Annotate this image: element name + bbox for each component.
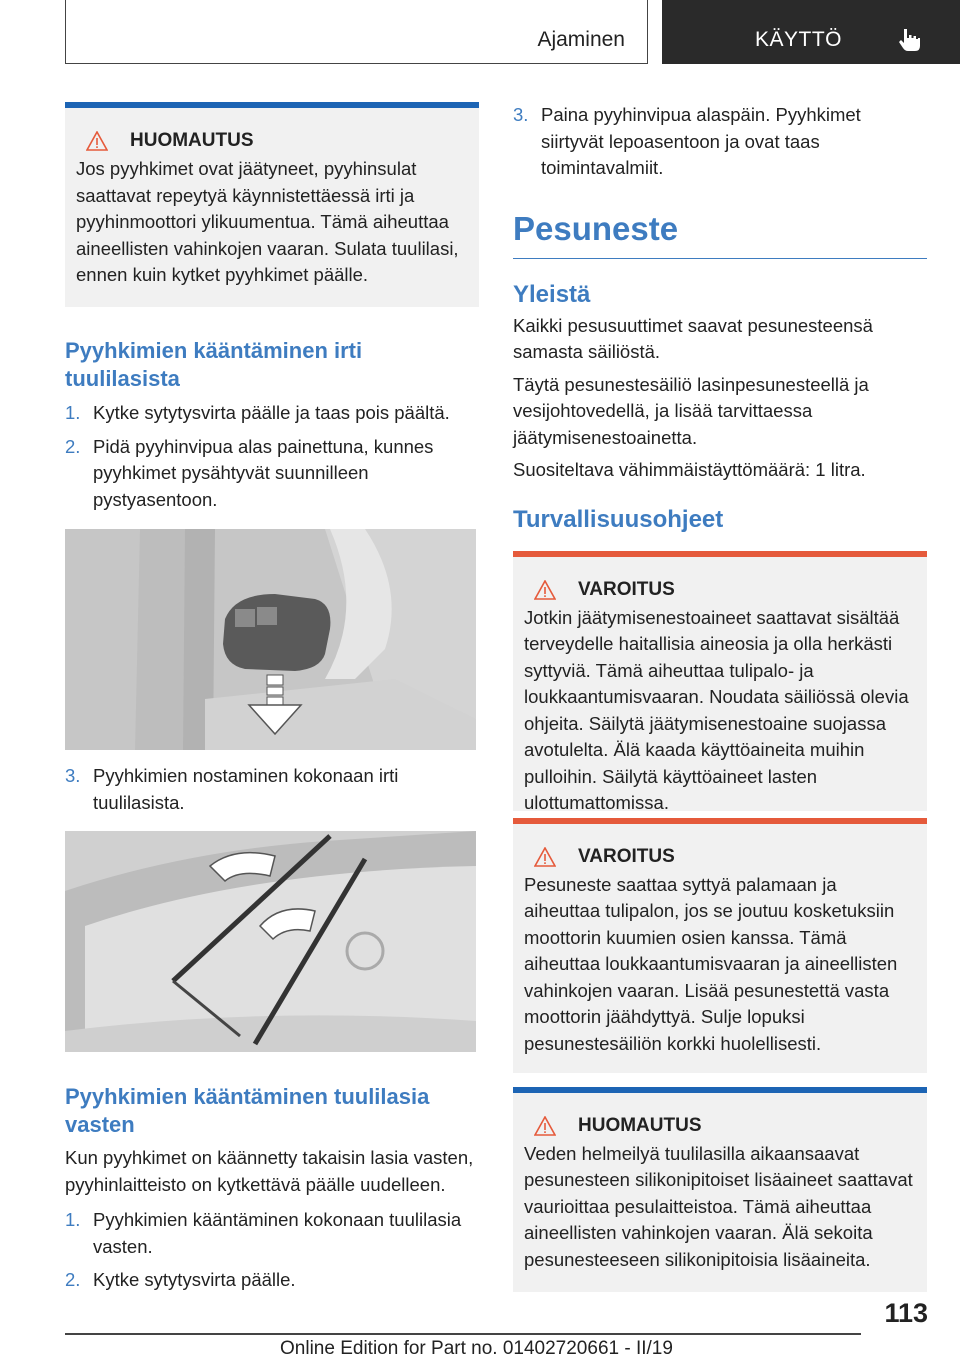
notice-box: [65, 102, 479, 307]
section-title: Pesuneste: [513, 209, 679, 247]
step-number: 3.: [65, 765, 81, 786]
warning-title: VAROITUS: [578, 578, 675, 600]
step-list: [65, 1207, 479, 1294]
step-item: [65, 763, 479, 816]
warning-box: [513, 551, 927, 811]
right-column: [513, 102, 927, 1292]
step-item: [65, 400, 479, 427]
paragraph: Kun pyyhkimet on käännetty takaisin lasia vasten, pyyhinlaitteisto on kytkettävä päälle uudelleen.: [65, 1147, 474, 1195]
step-list: [65, 400, 479, 513]
warning-box: [513, 818, 927, 1073]
subsection-heading-general: Yleistä: [513, 280, 591, 308]
step-text: Pyyhkimien nostaminen kokonaan irti tuulilasista.: [93, 765, 399, 813]
wiper-lift-illustration: [65, 831, 476, 1052]
step-text: Pidä pyyhinvipua alas painettuna, kunnes pyyhkimet pysähtyvät suunnilleen pystyasentoon.: [93, 435, 434, 510]
step-text: Paina pyyhinvipua alaspäin. Pyyhkimet siirtyvät lepoasentoon ja ovat taas toimintavalmiit.: [541, 104, 861, 178]
subsection-heading-safety: Turvallisuusohjeet: [513, 505, 724, 533]
notice-text: Jos pyyhkimet ovat jäätyneet, pyyhinsulat saattavat repeytyä käynnistettäessä irti ja pyyhinmoottori ylikuumentua. Tämä aiheuttaa aineellisten vahinkojen vaaran. Sulata tuulilasi, ennen kuin kytket pyyhkimet päälle.: [76, 158, 459, 285]
header-section-box: [65, 0, 648, 64]
notice-text: Veden helmeilyä tuulilasilla aikaansaavat pesunesteen silikonipitoiset lisäaineet saattavat vaurioittaa pesulaitteistoa. Tämä aiheuttaa aineellisten vahinkojen vaaran. Älä sekoita pesunesteeseen silikonipitoisia lisäaineita.: [524, 1142, 913, 1270]
step-text: Kytke sytytysvirta päälle ja taas pois päältä.: [93, 402, 450, 423]
step-text: Kytke sytytysvirta päälle.: [93, 1269, 296, 1290]
step-number: 2.: [65, 435, 81, 457]
header-chapter-tab: [662, 0, 960, 64]
header-section-label: Ajaminen: [537, 28, 625, 51]
step-text: Pyyhkimien kääntäminen kokonaan tuulilasia vasten.: [93, 1209, 462, 1257]
step-list: [513, 102, 927, 182]
page-number: 113: [884, 1298, 928, 1328]
step-item: [65, 1267, 479, 1294]
warning-triangle-icon: [534, 847, 556, 867]
wiper-lever-figure: [65, 529, 476, 750]
step-item: [513, 102, 927, 182]
warning-triangle-icon: [534, 580, 556, 600]
step-list: [65, 763, 479, 816]
header-chapter-label: KÄYTTÖ: [755, 28, 843, 51]
section-rule: [513, 258, 927, 259]
paragraph: Täytä pesunestesäiliö lasinpesunesteellä ja vesijohtovedellä, ja lisää tarvittaessa jäätymisenestoainetta.: [513, 373, 869, 448]
notice-title: HUOMAUTUS: [578, 1114, 702, 1136]
step-number: 2.: [65, 1269, 81, 1290]
notice-title: HUOMAUTUS: [130, 130, 254, 151]
section-heading-tilt-up: Pyyhkimien kääntäminen irti tuulilasista: [65, 338, 363, 391]
paragraph: Kaikki pesusuuttimet saavat pesunesteensä samasta säiliöstä.: [513, 314, 873, 362]
left-column: [65, 102, 479, 1301]
footer-rule: [65, 1333, 861, 1335]
paragraph: Suositeltava vähimmäistäyttömäärä: 1 litra.: [513, 459, 866, 480]
warning-text: Pesuneste saattaa syttyä palamaan ja aiheuttaa tulipalon, jos se joutuu kosketuksiin moottorin kuumien osien kanssa. Tämä aiheuttaa loukkaantumisvaaran ja aineellisten vahinkojen vaaran. Lisää pesunestettä vasta moottorin jäähdyttyä. Sulje lopuksi pesunestesäiliön korkki huolellisesti.: [524, 873, 898, 1054]
step-number: 3.: [513, 104, 529, 125]
footer-edition: Online Edition for Part no. 01402720661 - II/19: [280, 1338, 673, 1359]
warning-title: VAROITUS: [578, 845, 675, 867]
warning-text: Jotkin jäätymisenestoaineet saattavat sisältää terveydelle haitallisia aineosia ja olla herkästi syttyviä. Tämä aiheuttaa tulipalo- ja loukkaantumisvaaran. Noudata säiliössä olevia ohjeita. Säilytä jäätymisenestoaine suojassa avotulelta. Älä kaada käyttöaineita muihin pulloihin. Säilytä käyttöaineet lasten ulottumattomissa.: [524, 606, 909, 813]
wiper-lift-figure: [65, 831, 476, 1052]
step-number: 1.: [65, 1209, 81, 1230]
step-item: [65, 1207, 479, 1260]
step-item: [65, 434, 479, 514]
wiper-lever-illustration: [65, 529, 476, 750]
section-heading-tilt-down: Pyyhkimien kääntäminen tuulilasia vasten: [65, 1084, 430, 1137]
notice-box: [513, 1087, 927, 1292]
warning-triangle-icon: [534, 1116, 556, 1136]
hand-pointer-icon: [896, 26, 922, 52]
warning-triangle-icon: [86, 131, 108, 151]
step-number: 1.: [65, 402, 81, 423]
